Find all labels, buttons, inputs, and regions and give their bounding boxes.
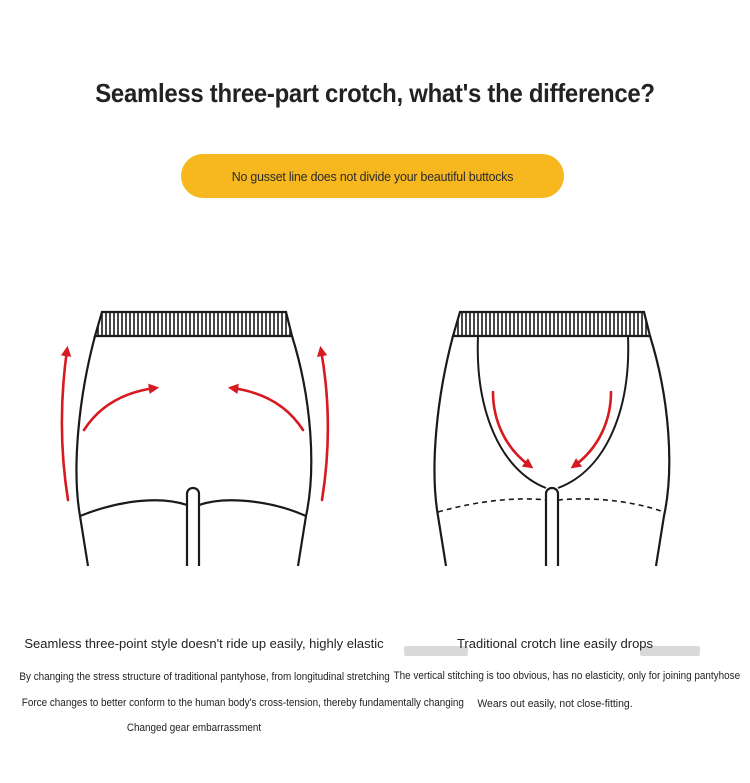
left-hem [80,500,306,516]
red-arrow-icon [62,350,68,500]
red-arrow-icon [574,392,611,466]
seamless-pantyhose-illustration [76,312,311,566]
left-outline-right [292,336,311,566]
red-arrow-icon [321,350,328,500]
left-description-line-3: Changed gear embarrassment [126,722,262,734]
left-outline-left [76,336,95,566]
right-dashed-hem [438,499,664,512]
right-red-arrows [493,392,611,466]
right-outline-left [434,336,453,566]
right-outline-right [650,336,669,566]
left-heading: Seamless three-point style doesn't ride up easily, highly elastic [24,636,384,651]
traditional-pantyhose-illustration [434,312,669,566]
right-inseam [546,488,558,566]
page-title: Seamless three-part crotch, what's the difference? [95,78,655,108]
right-gusset-line [478,336,628,488]
subtitle-text: No gusset line does not divide your beautiful buttocks [231,168,514,184]
left-inseam [187,488,199,566]
right-description-line-1: The vertical stitching is too obvious, has no elasticity, only for joining pantyhose [393,670,741,682]
left-waistband [95,312,292,336]
right-heading: Traditional crotch line easily drops [456,636,654,651]
right-waistband [453,312,650,336]
left-red-arrows [62,350,328,500]
right-description-line-2: Wears out easily, not close-fitting. [477,698,633,710]
red-arrow-icon [84,388,155,430]
left-description-line-1: By changing the stress structure of traditional pantyhose, from longitudinal stretching [19,671,390,683]
left-description-line-2: Force changes to better conform to the human body's cross-tension, thereby fundamentally changing [21,697,464,709]
red-arrow-icon [493,392,530,466]
red-arrow-icon [232,388,303,430]
